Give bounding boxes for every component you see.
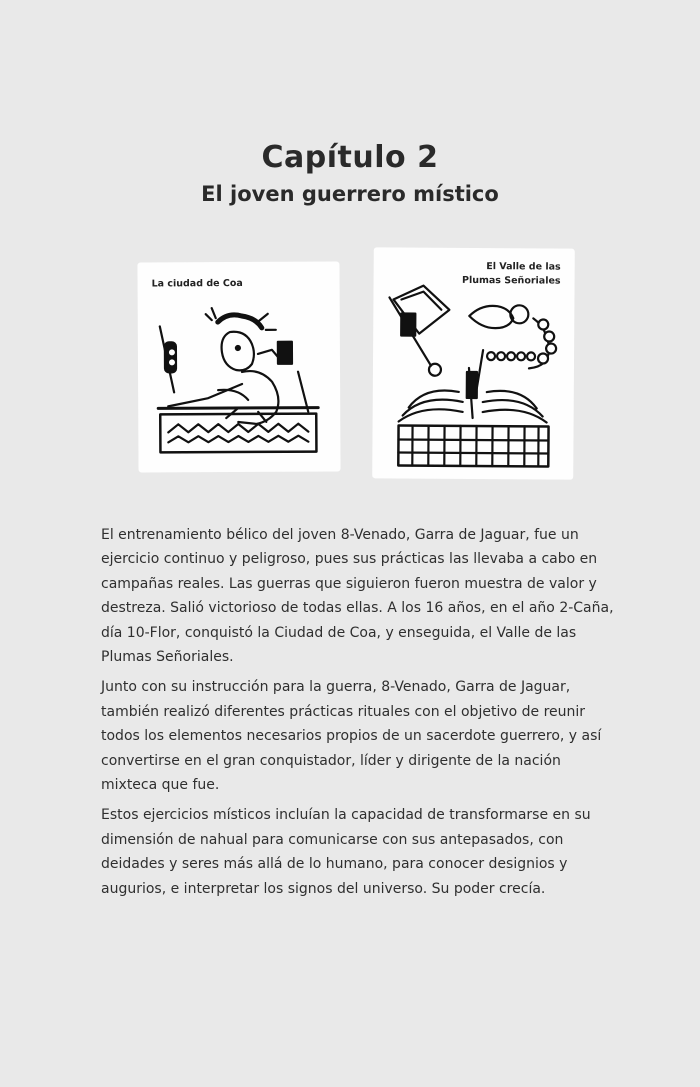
chapter-title: Capítulo 2: [261, 140, 439, 175]
illustration-valley-of-feathers: [372, 247, 575, 479]
panel-caption-valley-line1: El Valle de las: [486, 261, 561, 273]
chapter-subtitle: El joven guerrero místico: [201, 182, 499, 206]
panel-caption-valley-line2: Plumas Señoriales: [461, 274, 561, 287]
paragraph: El entrenamiento bélico del joven 8-Venado, Garra de Jaguar, fue un ejercicio continuo y peligroso, pues sus prácticas las llevaba a cabo en campañas reales. Las guerras que siguieron fueron muestra de valor y destreza. Salió victorioso de todas ellas. A los 16 años, en el año 2-Caña, día 10-Flor, conquistó la Ciudad de Coa, y enseguida, el Valle de las Plumas Señoriales.: [101, 527, 614, 666]
chapter-body: [101, 523, 621, 907]
panel-caption-coa: La ciudad de Coa: [151, 277, 243, 290]
warrior-glyph-drawing: [137, 261, 340, 472]
panel-caption-valley: [462, 260, 561, 289]
illustration-city-of-coa: [137, 261, 340, 472]
paragraph: Estos ejercicios místicos incluían la capacidad de transformarse en su dimensión de nahual para comunicarse con sus antepasados, con deidades y seres más allá de lo humano, para conocer designios y augurios, e interpretar los signos del universo. Su poder crecía.: [101, 807, 591, 897]
paragraph: Junto con su instrucción para la guerra, 8-Venado, Garra de Jaguar, también realizó diferentes prácticas rituales con el objetivo de reunir todos los elementos necesarios propios de un sacerdote guerrero, y así convertirse en el gran conquistador, líder y dirigente de la nación mixteca que fue.: [101, 679, 602, 794]
